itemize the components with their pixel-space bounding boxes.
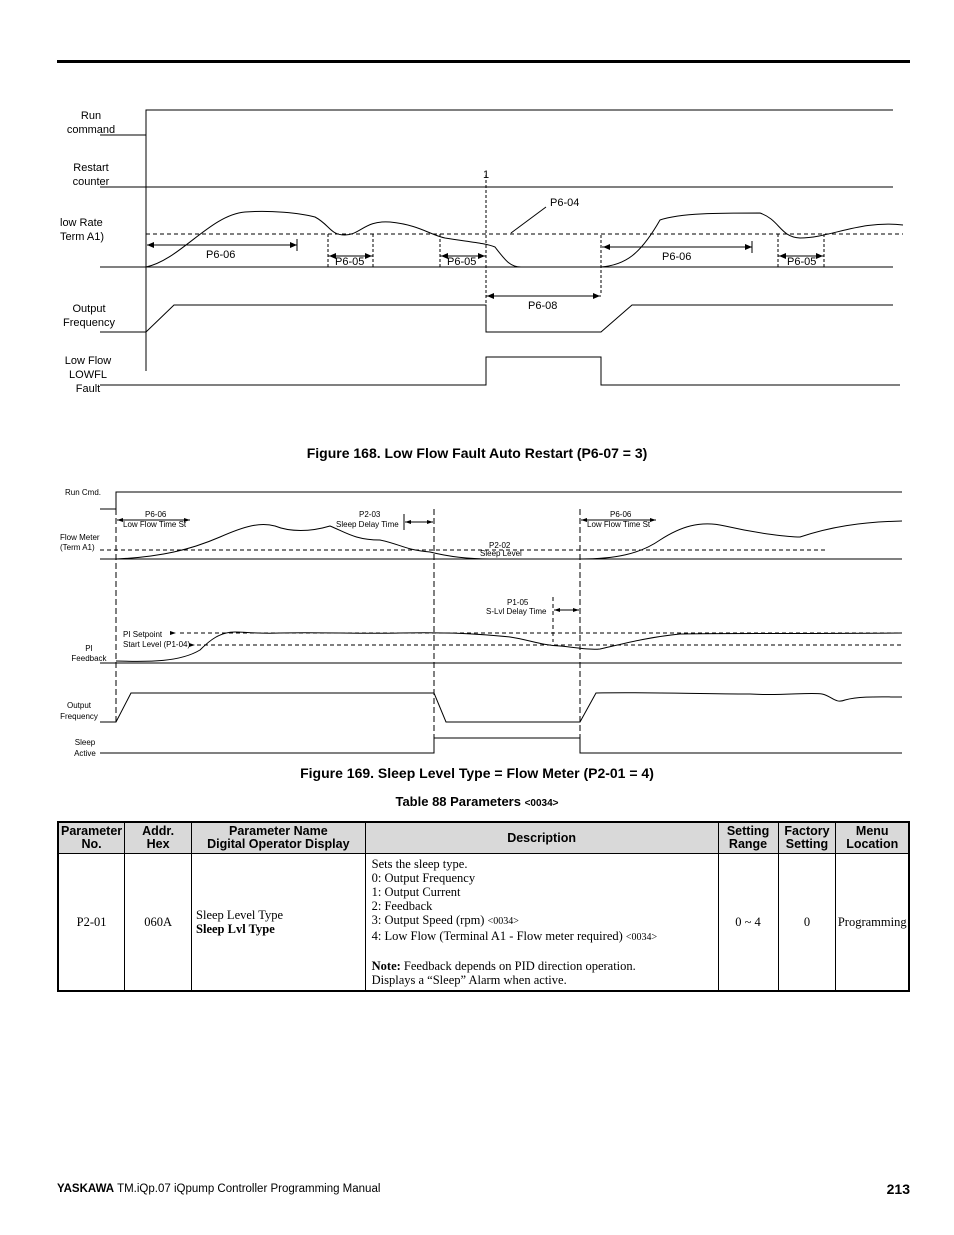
run-command-label-1: Run [80,110,102,122]
sleep-active-label-1: Sleep [74,738,96,747]
pi-feedback-label-1: PI [85,644,93,653]
header-addr-hex: Addr. Hex [125,822,192,854]
low-flow-fault-label-1: Low Flow [64,355,112,367]
flow-rate-label-2: Term A1) [60,231,105,243]
figure-169-caption: Figure 169. Sleep Level Type = Flow Meter (P2-01 = 4) [300,765,654,781]
footer-manual-title [57,1183,380,1195]
page-number: 213 [886,1181,910,1197]
sleep-active-label-2: Active [74,749,96,758]
header-param-no: Parameter No. [58,822,125,854]
figure-168-caption: Figure 168. Low Flow Fault Auto Restart (P6-07 = 3) [306,445,648,461]
run-command-label-2: command [66,124,116,136]
parameters-table [57,821,910,992]
cell-menu-location: Programming [836,854,909,992]
output-frequency-label-2: Frequency [60,712,98,721]
header-menu-location: Menu Location [836,822,909,854]
header-param-name: Parameter Name Digital Operator Display [192,822,366,854]
table-title-text: Table 88 Parameters [395,794,521,809]
low-flow-time-label-1: Low Flow Time St [123,520,187,529]
p6-08-label: P6-08 [528,300,558,312]
low-flow-time-label-2: Low Flow Time St [587,520,651,529]
p6-06-label-2: P6-06 [610,510,632,519]
header-factory-setting: Factory Setting [778,822,836,854]
param-display: Sleep Lvl Type [196,922,275,936]
p1-05-label: P1-05 [507,598,529,607]
top-rule [57,60,910,63]
p2-03-label: P2-03 [359,510,381,519]
figure-169-diagram [0,482,954,767]
p6-06-label-2: P6-06 [662,251,692,263]
cell-addr-hex: 060A [125,854,192,992]
cell-param-no: P2-01 [58,854,125,992]
cell-param-name [192,854,366,992]
sleep-delay-time-label: Sleep Delay Time [336,520,399,529]
cell-setting-range: 0 ~ 4 [718,854,778,992]
p2-02-label: P2-02 [489,541,511,550]
table-title-tag: <0034> [524,798,559,809]
start-level-label: Start Level (P1-04) [123,640,191,649]
table-title [0,794,954,809]
p6-06-label-1: P6-06 [206,249,236,261]
param-name: Sleep Level Type [196,908,284,922]
low-flow-fault-label-2: LOWFL [69,369,107,381]
p6-04-label: P6-04 [550,197,580,209]
output-frequency-label-1: Output [72,303,106,315]
footer-brand: YASKAWA [57,1183,115,1195]
p6-05-label-1: P6-05 [335,256,365,268]
footer-manual: TM.iQp.07 iQpump Controller Programming Manual [114,1183,381,1195]
p6-06-label-1: P6-06 [145,510,167,519]
figure-168-diagram [0,95,954,405]
flow-rate-label-1: low Rate [60,217,103,229]
output-frequency-label-1: Output [66,701,92,710]
low-flow-fault-label-3: Fault [75,383,101,395]
pi-setpoint-label: PI Setpoint [123,630,163,639]
output-frequency-label-2: Frequency [63,317,115,329]
pi-feedback-label-2: Feedback [71,654,107,663]
table-row [58,854,909,992]
flow-meter-label-2: (Term A1) [60,543,95,552]
cell-factory-setting: 0 [778,854,836,992]
p6-05-label-2: P6-05 [447,256,477,268]
run-cmd-label: Run Cmd. [65,488,102,497]
s-lvl-delay-time-label: S-Lvl Delay Time [486,607,547,616]
header-setting-range: Setting Range [718,822,778,854]
cell-description: Sets the sleep type. 0: Output Frequency 1: Output Current 2: Feedback 3: Output Speed (rpm) <0034> 4: Low Flow (Terminal A1 - Flow meter required) <0034> Note: Feedback depends on PID direction operation. Displays a “Sleep” Alarm when active. [365,854,718,992]
p6-05-label-3: P6-05 [787,256,817,268]
restart-counter-label-2: counter [72,176,110,188]
sleep-level-label: Sleep Level [480,549,522,558]
header-description: Description [365,822,718,854]
flow-meter-label-1: Flow Meter [60,533,100,542]
restart-counter-value: 1 [482,169,490,181]
restart-counter-label-1: Restart [73,162,109,174]
table-header-row [58,822,909,854]
